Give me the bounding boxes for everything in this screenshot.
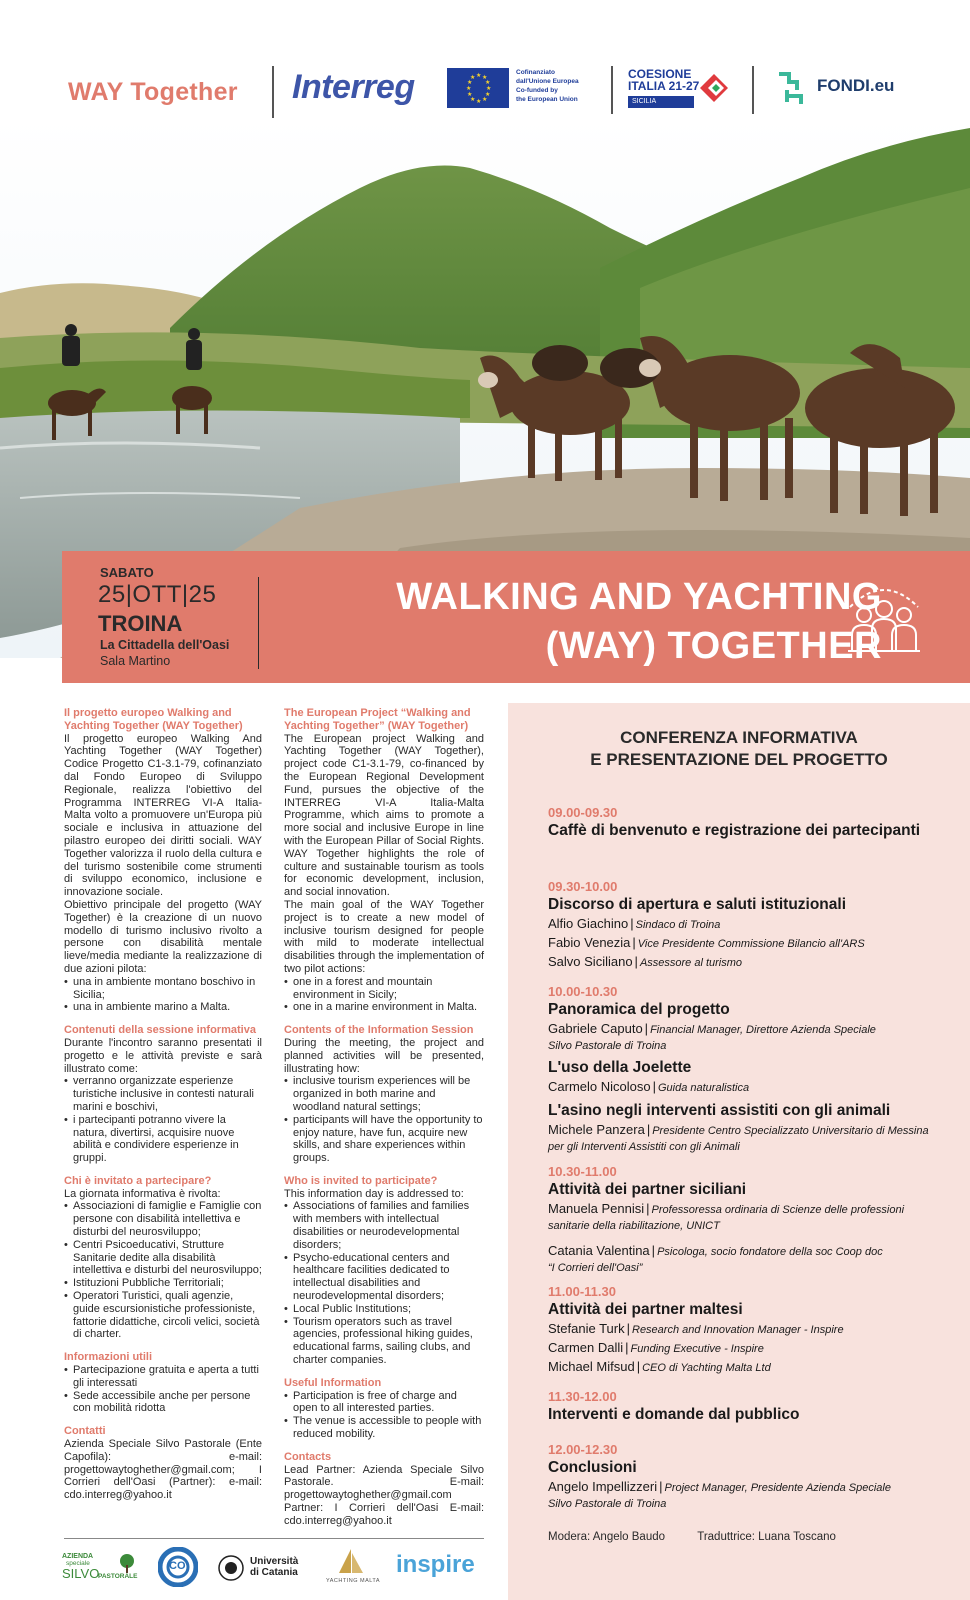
bullet-list [284,1390,484,1441]
agenda-session [548,984,958,1155]
coesione-arrow-icon [698,70,732,106]
svg-text:★: ★ [470,96,476,103]
bullet-list [284,1200,484,1366]
translator: Traduttrice: Luana Toscano [697,1531,836,1543]
list-item: • una in ambiente marino a Malta. [64,1001,262,1014]
section-title: Contenuti della sessione informativa [64,1024,256,1037]
people-group-icon [842,579,926,659]
session-title: L'asino negli interventi assistiti con gli animali [548,1102,891,1119]
svg-text:★: ★ [467,91,473,98]
band-divider [258,577,259,669]
svg-text:★: ★ [470,74,476,81]
svg-text:★: ★ [482,96,488,103]
section-text: La giornata informativa è rivolta: [64,1187,221,1200]
list-item: • Psycho-educational centers and healthcare facilities dedicated to intellectual disabilities and neurodevelopmental disorders; [284,1252,484,1303]
svg-text:★: ★ [485,79,491,86]
section-text: Durante l'incontro saranno presentati il progetto e le attività previste e sarà illustrato come: [64,1036,262,1075]
speaker-role: “I Corrieri dell'Oasi” [548,1262,643,1274]
eu-flag-icon [447,68,509,108]
section-text: During the meeting, the project and planned activities will be presented, illustrating how: [284,1036,484,1075]
event-city: TROINA [98,611,183,636]
speaker: Gabriele Caputo | Financial Manager, Direttore Azienda Speciale [548,1021,876,1036]
session-time: 11.00-11.30 [548,1284,616,1299]
bullet-list [284,1075,484,1165]
session-time: 11.30-12.00 [548,1389,617,1404]
list-item: • Associations of families and families with members with intellectual disabilities or neurodevelopmental disorders; [284,1200,484,1251]
section-text: Obiettivo principale del progetto (WAY Together) è la creazione di un nuovo modello di turismo inclusivo rivolto a persone con disabilità mentale lieve/media mediante la realizzazione di due azioni pilota: [64,898,262,975]
section-title: Contatti [64,1425,106,1438]
svg-text:★: ★ [482,74,488,81]
session-title: L'uso della Joelette [548,1059,692,1076]
bullet-list [64,976,262,1014]
agenda-session [548,805,958,841]
logo-divider [611,66,613,114]
partners-divider [64,1538,484,1539]
english-info-column [284,707,484,1528]
speaker: Carmen Dalli | Funding Executive - Inspire [548,1340,764,1355]
bullet-list [284,976,484,1014]
list-item: • Tourism operators such as travel agencies, professional hiking guides, educational farms, sailing clubs, and charter companies. [284,1316,484,1367]
section-title: Useful Information [284,1376,382,1389]
logo-divider [752,66,754,114]
event-day: SABATO [100,565,154,580]
speaker-role: sanitarie della riabilitazione, UNICT [548,1220,720,1232]
section-title: Chi è invitato a partecipare? [64,1174,212,1187]
list-item: • Participation is free of charge and open to all interested parties. [284,1390,484,1416]
speaker: Carmelo Nicoloso | Guida naturalistica [548,1079,750,1094]
event-title-line2: (WAY) TOGETHER [545,625,882,667]
list-item: • inclusive tourism experiences will be organized in both marine and woodland natural settings; [284,1075,484,1113]
programme-panel [508,703,970,1600]
section-title: Who is invited to participate? [284,1174,438,1187]
italian-info-column [64,707,262,1502]
speaker-role: Silvo Pastorale di Troina [548,1498,667,1510]
list-item: • Operatori Turistici, quali agenzie, guide escursionistiche professioniste, fattorie didattiche, circoli velici, società di charter. [64,1290,262,1341]
sail-icon [336,1547,366,1577]
list-item: • Partecipazione gratuita e aperta a tutti gli interessati [64,1364,262,1390]
agenda-session [548,1389,958,1425]
session-time: 10.00-10.30 [548,984,618,999]
section-text: This information day is addressed to: [284,1187,464,1200]
bullet-list [64,1075,262,1165]
inspire-logo: inspire [396,1551,475,1578]
session-time: 12.00-12.30 [548,1442,618,1457]
way-together-logo: WAY Together [68,78,238,106]
section-title: The European Project “Walking and Yachting Together” (WAY Together) [284,707,471,732]
section-title: Informazioni utili [64,1351,152,1364]
fondi-eu-logo: FONDI.eu [775,66,905,110]
list-item: • participants will have the opportunity to enjoy nature, have fun, acquire new skills, and share experiences within groups. [284,1114,484,1165]
speaker: Stefanie Turk | Research and Innovation Manager - Inspire [548,1321,844,1336]
list-item: • one in a marine environment in Malta. [284,1001,484,1014]
session-time: 09.30-10.00 [548,879,618,894]
coesione-italia-logo [628,68,732,108]
event-title-line1: WALKING AND YACHTING [396,576,882,618]
yachting-malta-logo: YACHTING MALTA [318,1547,388,1589]
eu-cofunded-text: Cofinanziato dall'Unione Europea Co-funded by the European Union [516,69,579,103]
event-title-band [62,551,970,683]
event-venue: La Cittadella dell'Oasi [100,638,230,652]
speaker-role: Silvo Pastorale di Troina [548,1040,667,1052]
svg-text:★: ★ [476,72,482,79]
section-text: The European project Walking and Yachting Together (WAY Together), project code C1-3.1-79, co-financed by the European Regional Development Fund, pursues the objective of the INTERREG VI-A Italia-Malta Programme, which aims to promote a more social and inclusive Europe in line with the European Pillar of Social Rights. WAY Together highlights the role of culture and sustainable tourism as tools for economic development, inclusion, and social innovation. [284,732,484,899]
partner-logos [60,1545,500,1595]
session-title: Discorso di apertura e saluti istituzionali [548,896,847,913]
speaker-role: per gli Interventi Assistiti con gli Animali [548,1141,740,1153]
contacts-text: Lead Partner: Azienda Speciale Silvo Pastorale. E-mail: progettowaytoghether@gmail.com Partner: I Corrieri dell'Oasi E-mail: cdo.interreg@yahoo.it [284,1463,484,1527]
agenda-session [548,1442,958,1512]
event-room: Sala Martino [100,654,171,668]
bullet-list [64,1200,262,1341]
list-item: • Local Public Institutions; [284,1303,484,1316]
session-time: 09.00-09.30 [548,805,618,820]
tree-icon [118,1553,136,1573]
speaker: Michele Panzera | Presidente Centro Specializzato Universitario di Messina [548,1122,929,1137]
section-title: Il progetto europeo Walking and Yachting Together (WAY Together) [64,707,243,732]
speaker: Fabio Venezia | Vice Presidente Commissione Bilancio all'ARS [548,935,865,950]
speaker: Alfio Giachino | Sindaco di Troina [548,916,721,931]
interreg-logo: Interreg [292,68,415,106]
list-item: • una in ambiente montano boschivo in Sicilia; [64,976,262,1002]
speaker: Manuela Pennisi | Professoressa ordinaria di Scienze delle professioni [548,1201,905,1216]
section-text: Il progetto europeo Walking And Yachting Together (WAY Together) Codice Progetto C1-3.1-79, cofinanziato dal Fondo Europeo di Sviluppo Regionale, realizza l'obiettivo del Programma INTERREG VI-A Italia-Malta volto a promuovere un'Europa più sociale e inclusiva in attuazione del pilastro europeo dei diritti sociali. WAY Together valorizza il ruolo della cultura e del turismo sostenibile come strumenti di sviluppo economico, inclusione e innovazione sociale. [64,732,262,899]
contacts-text: Azienda Speciale Silvo Pastorale (Ente Capofila): e-mail: progettowaytoghether@gmail.com; I Corrieri dell'Oasi (Partner): e-mail: cdo.interreg@yahoo.it [64,1438,262,1502]
bullet-list [64,1364,262,1415]
list-item: • i partecipanti potranno vivere la natura, divertirsi, acquisire nuove abilità e condividere esperienze in gruppi. [64,1114,262,1165]
session-title: Attività dei partner maltesi [548,1301,743,1318]
section-title: Contacts [284,1450,332,1463]
list-item: • verranno organizzate esperienze turistiche inclusive in contesti naturali marini e boschivi, [64,1075,262,1113]
speaker: Angelo Impellizzeri | Project Manager, Presidente Azienda Speciale [548,1479,891,1494]
speaker: Michael Mifsud | CEO di Yachting Malta Ltd [548,1359,771,1374]
list-item: • one in a forest and mountain environment in Sicily; [284,976,484,1002]
session-title: Caffè di benvenuto e registrazione dei partecipanti [548,822,921,839]
list-item: • Istituzioni Pubbliche Territoriali; [64,1277,262,1290]
unict-seal-icon [218,1555,244,1581]
agenda-session [548,1164,958,1276]
session-title: Panoramica del progetto [548,1001,730,1018]
section-title: Contents of the Information Session [284,1024,474,1037]
session-time: 10.30-11.00 [548,1164,617,1179]
moderator: Modera: Angelo Baudo [548,1531,666,1543]
fondi-icon [775,68,815,108]
unict-logo: Università di Catania [218,1555,308,1585]
session-title: Conclusioni [548,1459,637,1476]
list-item: • The venue is accessible to people with reduced mobility. [284,1415,484,1441]
corrieri-oasi-logo: CO [158,1547,198,1587]
svg-text:★: ★ [485,91,491,98]
svg-text:★: ★ [467,79,473,86]
section-text: The main goal of the WAY Together project is to create a new model of inclusive tourism designed for people with mild to moderate intellectual disabilities through the implementation of two pilot actions: [284,898,484,975]
list-item: • Centri Psicoeducativi, Strutture Sanitarie dedite alla disabilità intellettiva e disturbi del neurosviluppo; [64,1239,262,1277]
svg-text:★: ★ [476,98,482,105]
svg-text:★: ★ [486,85,492,92]
moderation-credits [548,1531,836,1543]
speaker: Salvo Siciliano | Assessore al turismo [548,954,743,969]
session-title: Interventi e domande dal pubblico [548,1406,800,1423]
session-title: Attività dei partner siciliani [548,1181,747,1198]
agenda-session [548,1284,958,1377]
coesione-title: COESIONE ITALIA 21-27 [628,67,700,93]
list-item: • Sede accessibile anche per persone con mobilità ridotta [64,1390,262,1416]
event-date: 25|OTT|25 [98,581,217,608]
list-item: • Associazioni di famiglie e Famiglie con persone con disabilità intellettiva e disturbi del neurosviluppo; [64,1200,262,1238]
coesione-region: SICILIA [628,96,694,108]
azienda-silvo-pastorale-logo: AZIENDA speciale SILVO PASTORALE [62,1553,138,1581]
programme-heading: CONFERENZA INFORMATIVA E PRESENTAZIONE DEL PROGETTO [590,728,888,769]
speaker: Catania Valentina | Psicologa, socio fondatore della soc Coop doc [548,1243,883,1258]
agenda-session [548,879,958,972]
svg-text:★: ★ [466,85,472,92]
